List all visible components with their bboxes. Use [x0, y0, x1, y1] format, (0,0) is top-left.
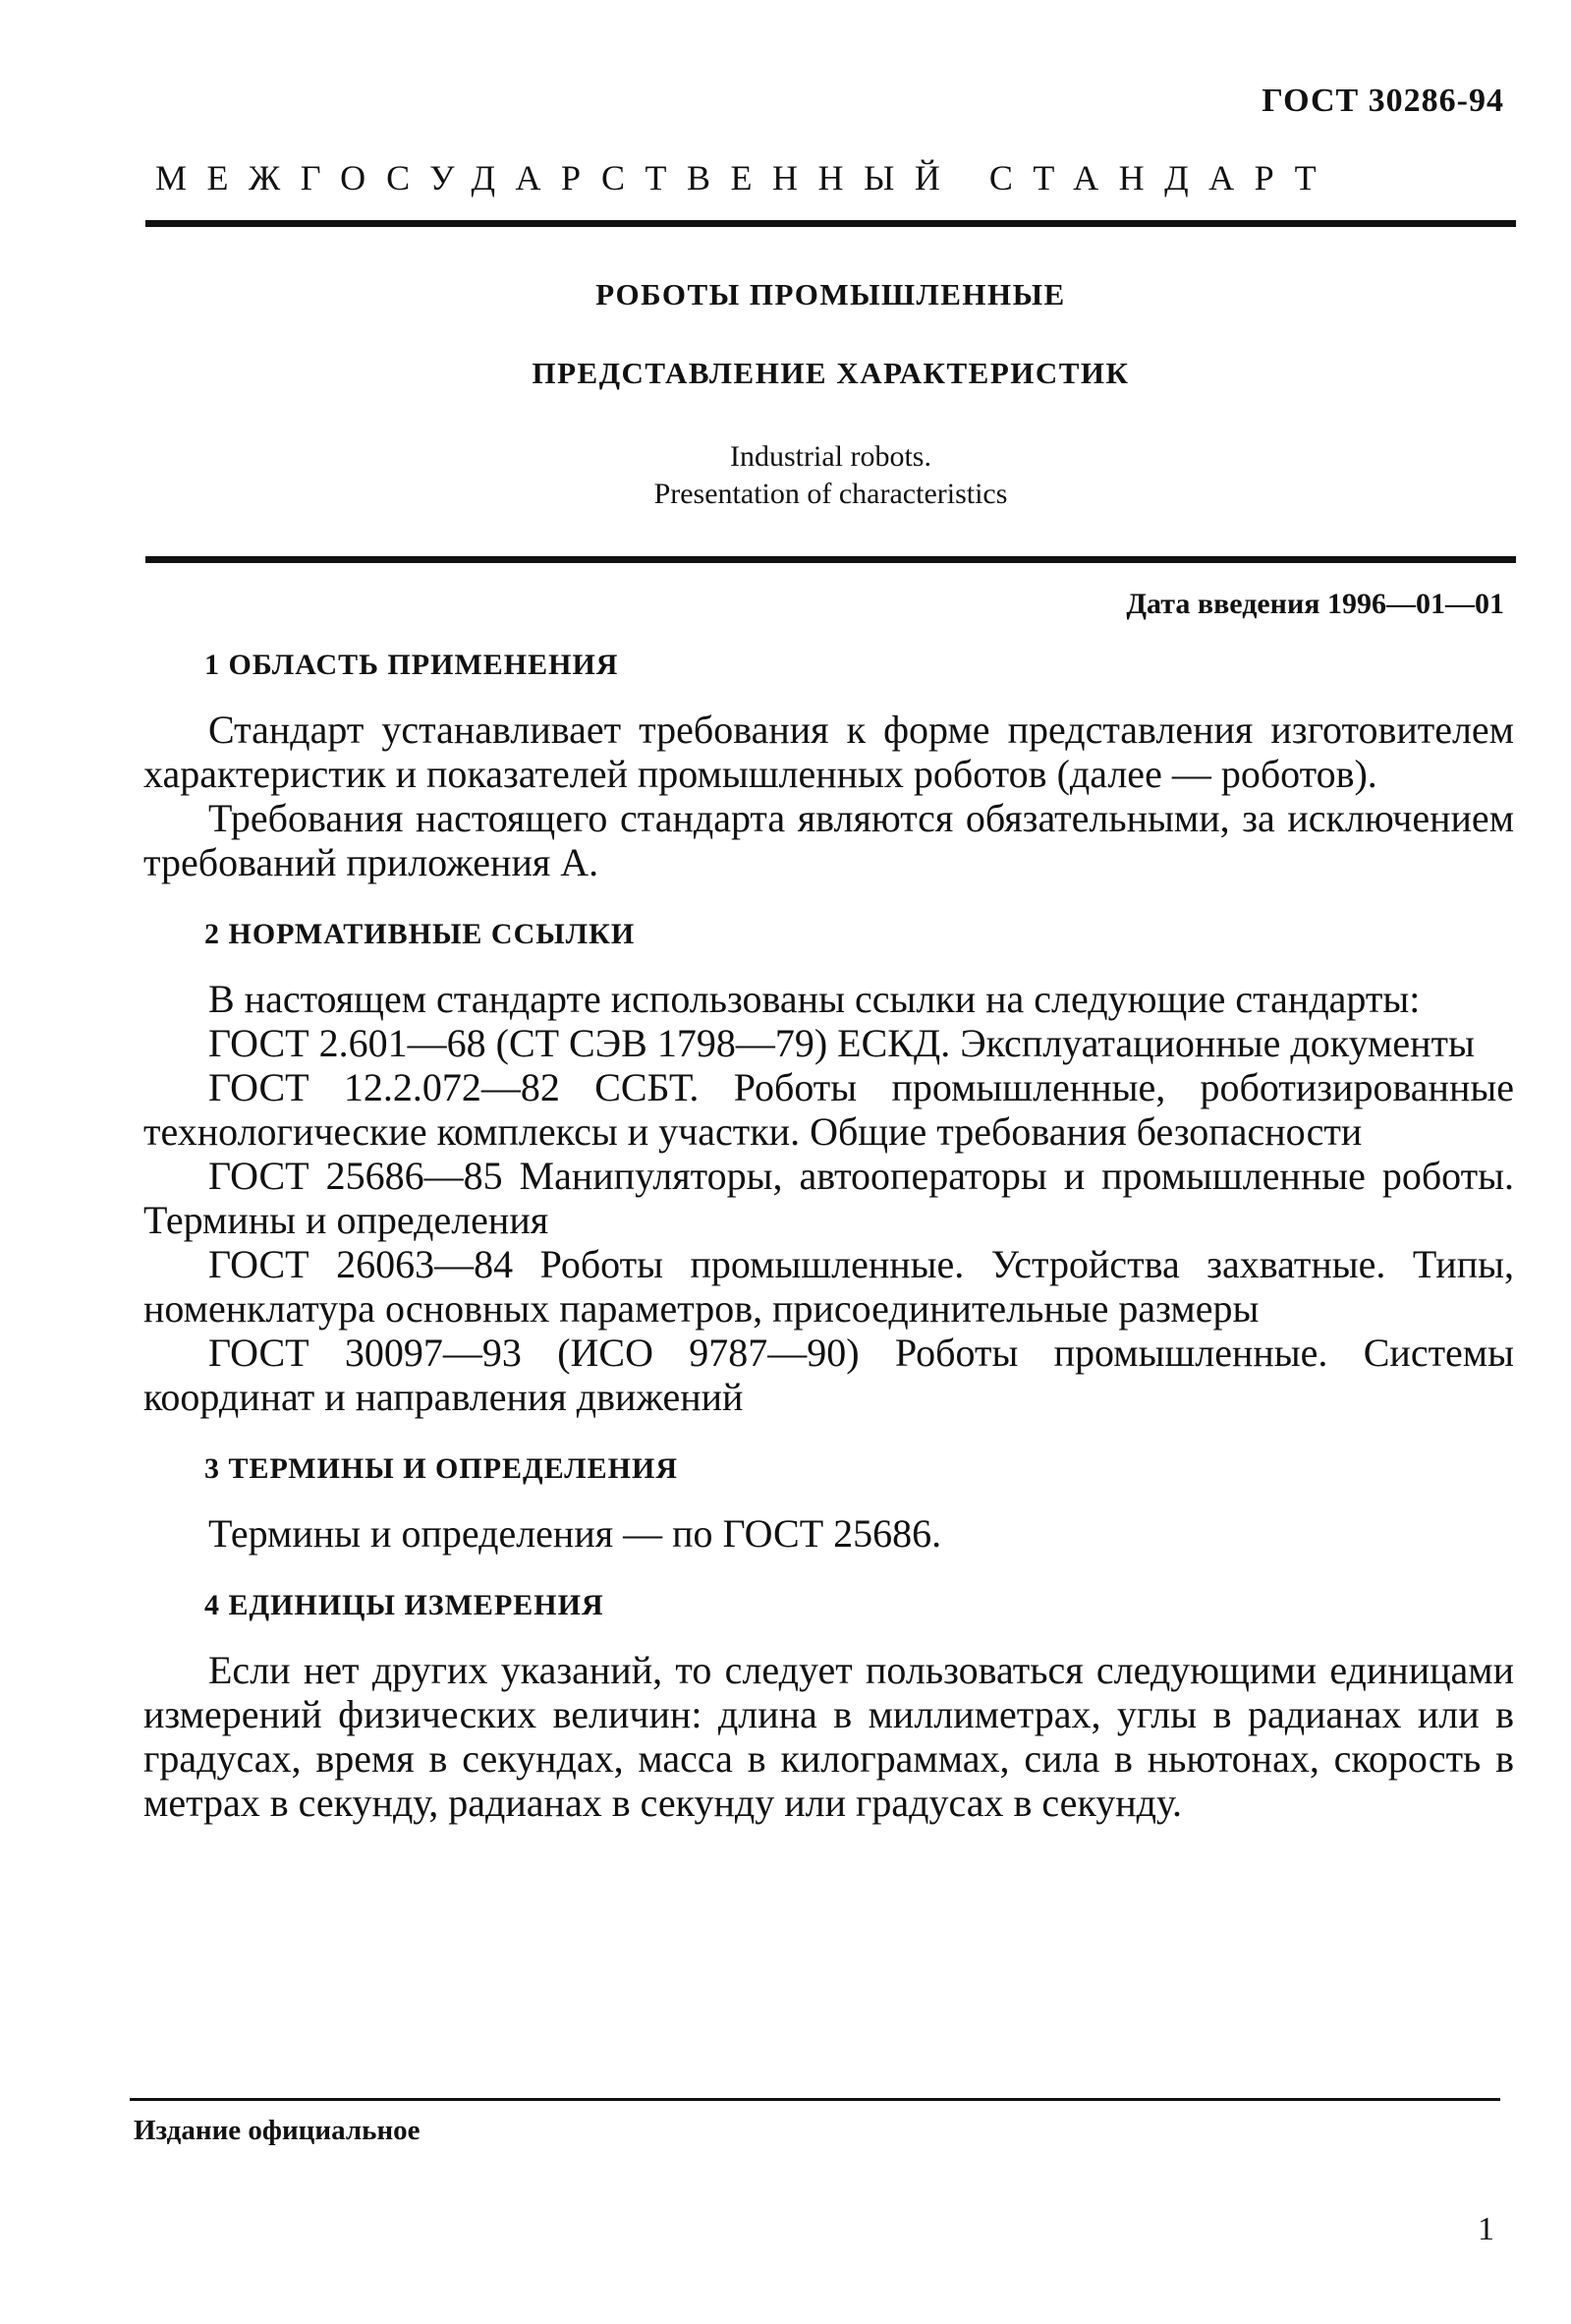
title-ru-line-2: ПРЕДСТАВЛЕНИЕ ХАРАКТЕРИСТИК [532, 356, 1130, 390]
paragraph: Стандарт устанавливает требования к форме представления изготовителем характеристик и показателей промышленных роботов (далее — роботов). [143, 708, 1514, 796]
section-terms [143, 1452, 1514, 1556]
paragraph: Требования настоящего стандарта являются обязательными, за исключением требований приложения А. [143, 796, 1514, 884]
footer-rule [130, 2098, 1500, 2101]
section-heading: 4 ЕДИНИЦЫ ИЗМЕРЕНИЯ [204, 1589, 604, 1621]
standard-type-heading: МЕЖГОСУДАРСТВЕННЫЙ СТАНДАРТ [155, 158, 1337, 198]
reference-item: ГОСТ 30097—93 (ИСО 9787—90) Роботы промышленные. Системы координат и направления движений [143, 1331, 1514, 1419]
title-ru-line-1: РОБОТЫ ПРОМЫШЛЕННЫЕ [595, 277, 1066, 312]
section-normative-references [143, 918, 1514, 1419]
section-heading: 3 ТЕРМИНЫ И ОПРЕДЕЛЕНИЯ [204, 1452, 679, 1485]
title-rule [145, 556, 1516, 563]
paragraph: В настоящем стандарте использованы ссылки на следующие стандарты: [208, 977, 1421, 1021]
introduction-date: Дата введения 1996—01—01 [1126, 588, 1504, 620]
paragraph: Если нет других указаний, то следует пользоваться следующими единицами измерений физических величин: длина в миллиметрах, углы в радианах или в градусах, время в секундах, масса в килограммах, сила в ньютонах, скорость в метрах в секунду, радианах в секунду или градусах в секунду. [143, 1648, 1514, 1825]
reference-item: ГОСТ 25686—85 Манипуляторы, автооператоры и промышленные роботы. Термины и определения [143, 1154, 1514, 1242]
reference-item: ГОСТ 12.2.072—82 ССБТ. Роботы промышленные, роботизированные технологические комплексы и участки. Общие требования безопасности [143, 1065, 1514, 1154]
reference-item: ГОСТ 2.601—68 (СТ СЭВ 1798—79) ЕСКД. Эксплуатационные документы [208, 1021, 1475, 1065]
section-scope [143, 649, 1514, 884]
title-en-line-2: Presentation of characteristics [653, 478, 1008, 510]
header-rule [145, 220, 1516, 227]
edition-label: Издание официальное [134, 2115, 421, 2146]
paragraph: Термины и определения — по ГОСТ 25686. [208, 1511, 942, 1556]
section-heading: 2 НОРМАТИВНЫЕ ССЫЛКИ [204, 918, 636, 950]
reference-item: ГОСТ 26063—84 Роботы промышленные. Устройства захватные. Типы, номенклатура основных параметров, присоединительные размеры [143, 1242, 1514, 1331]
title-en-line-1: Industrial robots. [730, 440, 931, 473]
section-units [143, 1589, 1514, 1825]
document-body [143, 649, 1514, 1825]
section-heading: 1 ОБЛАСТЬ ПРИМЕНЕНИЯ [204, 649, 619, 681]
page-number: 1 [1478, 2211, 1494, 2247]
document-number: ГОСТ 30286-94 [1262, 83, 1504, 119]
